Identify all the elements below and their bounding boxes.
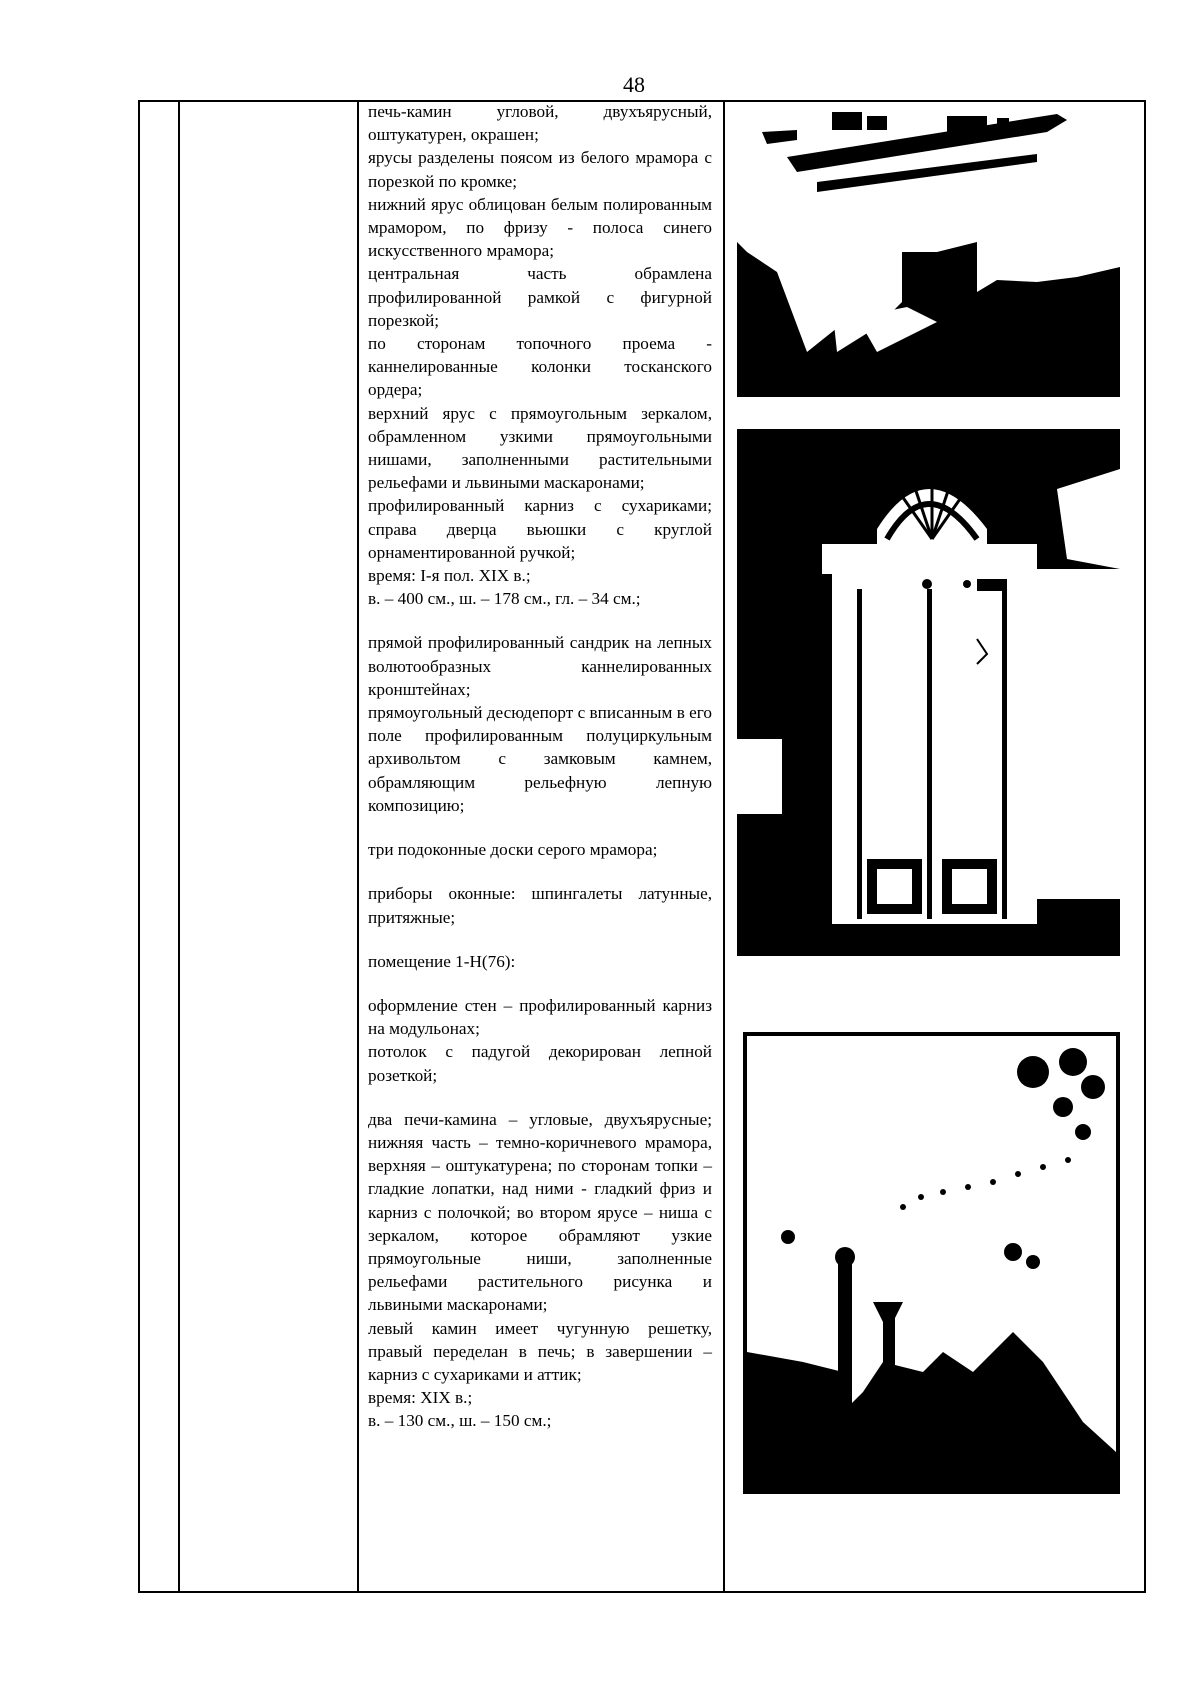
ceiling-photo (743, 1032, 1120, 1494)
description-paragraph: по сторонам топочного проема - каннелированные колонки тосканского ордера; (368, 334, 712, 400)
column-divider-3 (723, 102, 725, 1591)
fireplace-photo (737, 102, 1120, 397)
description-paragraph: три подоконные доски серого мрамора; (368, 840, 658, 860)
description-paragraph: прямой профилированный сандрик на лепных волютообразных каннелированных кронштейнах; (368, 633, 712, 699)
description-paragraph: ярусы разделены поясом из белого мрамора с порезкой по кромке; (368, 148, 712, 191)
description-paragraph: верхний ярус с прямоугольным зеркалом, обрамленном узкими прямоугольными нишами, заполненными растительными рельефами и львиными маскаронами; (368, 403, 712, 493)
description-paragraph: время: XIX в.; (368, 1388, 473, 1408)
description-paragraph: центральная часть обрамлена профилированной рамкой с фигурной порезкой; (368, 264, 712, 330)
page-number: 48 (623, 72, 645, 97)
description-paragraph: нижний ярус облицован белым полированным мрамором, по фризу - полоса синего искусственного мрамора; (368, 194, 712, 261)
column-divider-2 (357, 102, 359, 1591)
description-paragraph: два печи-камина – угловые, двухъярусные; нижняя часть – темно-коричневого мрамора, верхняя – оштукатурена; по сторонам топки – гладкие лопатки, над ними - гладкий фриз и карниз с полочкой; во втором ярусе – ниша с зеркалом, которое обрамляют узкие прямоугольные ниши, заполненные рельефами растительного рисунка и львиными маскаронами; (368, 1109, 712, 1315)
description-paragraph: оформление стен – профилированный карниз на модульонах; (368, 995, 712, 1039)
description-paragraph: помещение 1-Н(76): (368, 951, 516, 971)
column-divider-1 (178, 102, 180, 1591)
description-paragraph: в. – 130 см., ш. – 150 см.; (368, 1411, 552, 1431)
description-paragraph: профилированный карниз с сухариками; справа дверца вьюшки с круглой орнаментированной ручкой; (368, 496, 712, 562)
description-paragraph: левый камин имеет чугунную решетку, правый переделан в печь; в завершении – карниз с сухариками и аттик; (368, 1318, 712, 1384)
description-paragraph: время: I-я пол. XIX в.; (368, 566, 531, 586)
description-paragraph: потолок с падугой декорирован лепной розеткой; (368, 1042, 712, 1085)
description-paragraph: прямоугольный десюдепорт с вписанным в его поле профилированным полуциркульным архивольтом с замковым камнем, обрамляющим рельефную лепную композицию; (368, 703, 712, 815)
description-column (368, 100, 712, 1433)
description-paragraph: в. – 400 см., ш. – 178 см., гл. – 34 см.; (368, 589, 641, 609)
doorway-photo (737, 429, 1120, 956)
description-paragraph: печь-камин угловой, двухъярусный, оштукатурен, окрашен; (368, 102, 712, 145)
description-paragraph: приборы оконные: шпингалеты латунные, притяжные; (368, 884, 712, 927)
